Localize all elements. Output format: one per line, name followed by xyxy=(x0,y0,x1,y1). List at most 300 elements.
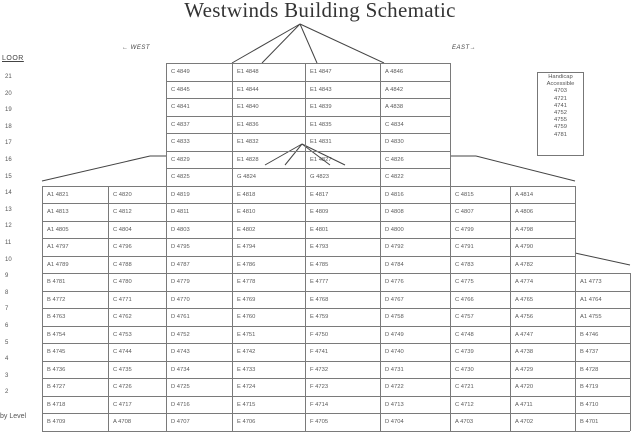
unit-cell: B 4754 xyxy=(47,331,66,338)
unit-cell: D 4800 xyxy=(385,226,404,233)
grid-line xyxy=(575,273,576,291)
grid-line xyxy=(450,203,451,221)
grid-line xyxy=(380,203,381,221)
unit-cell: A 4782 xyxy=(515,261,534,268)
grid-line xyxy=(450,81,451,99)
unit-cell: D 4752 xyxy=(171,331,190,338)
unit-cell: B 4746 xyxy=(580,331,599,338)
unit-cell: D 4819 xyxy=(171,191,190,198)
unit-cell: D 4716 xyxy=(171,401,190,408)
grid-line xyxy=(510,238,511,256)
unit-cell: D 4803 xyxy=(171,226,190,233)
unit-cell: D 4784 xyxy=(385,261,404,268)
grid-line xyxy=(232,273,233,291)
unit-cell: C 4822 xyxy=(385,174,404,180)
roof-line xyxy=(265,144,302,165)
grid-line xyxy=(42,378,630,379)
unit-cell: C 4837 xyxy=(171,121,190,128)
grid-line xyxy=(42,308,43,326)
unit-cell: C 4712 xyxy=(455,401,474,408)
unit-cell: E 4794 xyxy=(237,244,256,250)
grid-line xyxy=(232,256,233,274)
unit-cell: E 4759 xyxy=(310,314,329,320)
unit-cell: E 4768 xyxy=(310,296,329,303)
grid-line xyxy=(42,273,43,291)
unit-cell: A 4738 xyxy=(515,349,534,355)
floor-number: 18 xyxy=(5,123,12,130)
grid-line xyxy=(575,238,576,256)
unit-cell: D 4749 xyxy=(385,331,404,338)
floor-column-header: LOOR xyxy=(2,55,24,62)
unit-cell: D 4770 xyxy=(171,296,190,303)
grid-line xyxy=(380,308,381,326)
grid-line xyxy=(630,343,631,361)
grid-line xyxy=(450,238,451,256)
grid-line xyxy=(380,81,381,99)
grid-line xyxy=(510,413,511,431)
grid-line xyxy=(575,396,576,414)
floor-number: 2 xyxy=(5,389,9,396)
grid-line xyxy=(166,396,167,414)
grid-line xyxy=(108,291,109,309)
unit-cell: E 4760 xyxy=(237,314,256,320)
grid-line xyxy=(450,133,451,151)
unit-cell: C 4735 xyxy=(113,366,132,373)
roof-line xyxy=(300,24,384,63)
unit-cell: F 4732 xyxy=(310,366,329,373)
grid-line xyxy=(108,273,109,291)
grid-line xyxy=(166,168,167,186)
unit-cell: D 4776 xyxy=(385,279,404,285)
unit-cell: D 4830 xyxy=(385,139,404,145)
unit-cell: B 4772 xyxy=(47,296,66,303)
grid-line xyxy=(380,221,381,239)
grid-line xyxy=(305,151,306,169)
unit-cell: E 4786 xyxy=(237,261,256,268)
grid-line xyxy=(630,413,631,431)
unit-cell: E1 4839 xyxy=(310,104,332,110)
grid-line xyxy=(305,116,306,134)
roof-line xyxy=(476,156,575,181)
grid-line xyxy=(42,291,43,309)
floor-number: 16 xyxy=(5,157,12,163)
unit-cell: F 4750 xyxy=(310,331,329,338)
unit-cell: E1 4848 xyxy=(237,69,259,75)
grid-line xyxy=(575,291,576,309)
unit-cell: C 4717 xyxy=(113,401,132,408)
unit-cell: E 4733 xyxy=(237,366,256,373)
unit-cell: B 4727 xyxy=(47,384,66,390)
grid-line xyxy=(450,343,451,361)
grid-line xyxy=(166,308,167,326)
unit-cell: D 4758 xyxy=(385,314,404,320)
grid-line xyxy=(42,396,630,397)
unit-cell: A1 4821 xyxy=(47,191,69,198)
grid-line xyxy=(510,361,511,379)
unit-cell: D 4767 xyxy=(385,296,404,303)
grid-line xyxy=(450,273,451,291)
grid-line xyxy=(630,326,631,344)
grid-line xyxy=(108,343,109,361)
unit-cell: C 4841 xyxy=(171,104,190,110)
unit-cell: E1 4831 xyxy=(310,139,332,145)
grid-line xyxy=(166,63,450,64)
unit-cell: E1 4832 xyxy=(237,139,259,145)
handicap-legend xyxy=(537,72,584,156)
unit-cell: C 4766 xyxy=(455,296,474,303)
grid-line xyxy=(166,98,450,99)
grid-line xyxy=(380,413,381,431)
unit-cell: B 4736 xyxy=(47,366,66,373)
grid-line xyxy=(510,308,511,326)
unit-cell: A1 4755 xyxy=(580,314,602,320)
floor-number: 12 xyxy=(5,223,12,230)
handicap-unit: 4703 xyxy=(554,88,567,95)
grid-line xyxy=(630,273,631,291)
grid-line xyxy=(380,151,381,169)
grid-line xyxy=(510,221,511,239)
floor-number: 9 xyxy=(5,273,9,280)
grid-line xyxy=(166,343,167,361)
unit-cell: A 4720 xyxy=(515,384,534,390)
unit-cell: A1 4797 xyxy=(47,244,69,250)
grid-line xyxy=(575,378,576,396)
grid-line xyxy=(510,273,511,291)
grid-line xyxy=(42,343,630,344)
grid-line xyxy=(108,413,109,431)
grid-line xyxy=(450,396,451,414)
grid-line xyxy=(42,378,43,396)
grid-line xyxy=(630,361,631,379)
grid-line xyxy=(305,221,306,239)
grid-line xyxy=(305,343,306,361)
grid-line xyxy=(166,63,167,81)
unit-cell: E 4778 xyxy=(237,279,256,285)
unit-cell: A 4842 xyxy=(385,86,404,93)
unit-cell: E 4751 xyxy=(237,331,256,338)
grid-line xyxy=(510,396,511,414)
level-label: by Level xyxy=(0,413,27,420)
grid-line xyxy=(166,361,167,379)
grid-line xyxy=(305,413,306,431)
grid-line xyxy=(305,326,306,344)
unit-cell: C 4807 xyxy=(455,209,474,215)
unit-cell: C 4812 xyxy=(113,209,132,215)
unit-cell: C 4820 xyxy=(113,191,132,198)
grid-line xyxy=(305,396,306,414)
grid-line xyxy=(305,291,306,309)
grid-line xyxy=(42,361,630,362)
grid-line xyxy=(575,343,576,361)
unit-cell: B 4763 xyxy=(47,314,66,320)
unit-cell: E 4706 xyxy=(237,419,256,425)
unit-cell: E1 4840 xyxy=(237,104,259,110)
grid-line xyxy=(166,273,167,291)
unit-cell: C 4744 xyxy=(113,349,132,355)
grid-line xyxy=(232,81,233,99)
grid-line xyxy=(305,378,306,396)
floor-number: 4 xyxy=(5,356,9,363)
grid-line xyxy=(575,186,576,204)
unit-cell: A 4765 xyxy=(515,296,534,303)
grid-line xyxy=(42,238,575,239)
grid-line xyxy=(305,168,306,186)
unit-cell: D 4707 xyxy=(171,419,190,425)
grid-line xyxy=(380,116,381,134)
grid-line xyxy=(510,378,511,396)
grid-line xyxy=(166,151,167,169)
grid-line xyxy=(450,378,451,396)
grid-line xyxy=(380,186,381,204)
grid-line xyxy=(450,63,451,81)
unit-cell: E 4818 xyxy=(237,191,256,198)
grid-line xyxy=(166,133,450,134)
unit-cell: F 4705 xyxy=(310,419,329,425)
unit-cell: B 4719 xyxy=(580,384,599,390)
unit-cell: D 4713 xyxy=(385,401,404,408)
unit-cell: C 4826 xyxy=(385,156,404,163)
roof-line xyxy=(575,253,630,265)
grid-line xyxy=(305,63,306,81)
grid-line xyxy=(166,186,167,204)
grid-line xyxy=(510,326,511,344)
unit-cell: C 4753 xyxy=(113,331,132,338)
grid-line xyxy=(305,361,306,379)
grid-line xyxy=(450,413,451,431)
unit-cell: D 4779 xyxy=(171,279,190,285)
roof-line xyxy=(285,144,302,165)
grid-line xyxy=(305,273,306,291)
grid-line xyxy=(575,221,576,239)
floor-number: 5 xyxy=(5,339,9,346)
unit-cell: C 4788 xyxy=(113,261,132,268)
unit-cell: C 4804 xyxy=(113,226,132,233)
grid-line xyxy=(575,361,576,379)
grid-line xyxy=(232,186,233,204)
grid-line xyxy=(380,98,381,116)
grid-line xyxy=(305,238,306,256)
grid-line xyxy=(380,361,381,379)
roof-line xyxy=(42,156,150,181)
handicap-unit: 4721 xyxy=(554,95,567,102)
unit-cell: E1 4844 xyxy=(237,86,259,93)
unit-cell: A 4702 xyxy=(515,419,534,425)
grid-line xyxy=(575,308,576,326)
grid-line xyxy=(166,413,167,431)
grid-line xyxy=(232,98,233,116)
grid-line xyxy=(42,431,630,432)
unit-cell: E 4724 xyxy=(237,384,256,390)
grid-line xyxy=(380,238,381,256)
unit-cell: A1 4773 xyxy=(580,279,602,285)
grid-line xyxy=(166,81,167,99)
grid-line xyxy=(232,326,233,344)
roof-line xyxy=(232,24,300,63)
grid-line xyxy=(232,221,233,239)
unit-cell: C 4783 xyxy=(455,261,474,268)
handicap-unit: 4741 xyxy=(554,102,567,109)
grid-line xyxy=(42,203,575,204)
unit-cell: C 4799 xyxy=(455,226,474,233)
grid-line xyxy=(232,413,233,431)
unit-cell: A 4703 xyxy=(455,419,474,425)
grid-line xyxy=(380,63,381,81)
unit-cell: A1 4764 xyxy=(580,296,602,303)
grid-line xyxy=(232,308,233,326)
unit-cell: A1 4805 xyxy=(47,226,69,233)
grid-line xyxy=(450,168,451,186)
unit-cell: E 4809 xyxy=(310,209,329,215)
grid-line xyxy=(380,256,381,274)
grid-line xyxy=(166,221,167,239)
grid-line xyxy=(108,396,109,414)
unit-cell: D 4811 xyxy=(171,209,190,215)
unit-cell: B 4709 xyxy=(47,419,66,425)
unit-cell: C 4796 xyxy=(113,244,132,250)
unit-cell: F 4714 xyxy=(310,401,329,408)
unit-cell: F 4723 xyxy=(310,384,329,390)
grid-line xyxy=(450,186,451,204)
grid-line xyxy=(108,221,109,239)
grid-line xyxy=(450,256,451,274)
grid-line xyxy=(42,238,43,256)
grid-line xyxy=(380,326,381,344)
unit-cell: D 4731 xyxy=(385,366,404,373)
handicap-unit: 4755 xyxy=(554,117,567,124)
unit-cell: D 4792 xyxy=(385,244,404,250)
floor-number: 21 xyxy=(5,74,12,80)
grid-line xyxy=(630,396,631,414)
unit-cell: E1 4835 xyxy=(310,121,332,128)
grid-line xyxy=(42,186,43,204)
unit-cell: D 4795 xyxy=(171,244,190,250)
unit-cell: B 4710 xyxy=(580,401,599,408)
grid-line xyxy=(510,291,511,309)
floor-number: 14 xyxy=(5,190,12,197)
grid-line xyxy=(510,256,511,274)
unit-cell: C 4834 xyxy=(385,121,404,128)
unit-cell: A 4729 xyxy=(515,366,534,373)
grid-line xyxy=(166,326,167,344)
grid-line xyxy=(166,291,167,309)
grid-line xyxy=(108,238,109,256)
grid-line xyxy=(42,413,630,414)
grid-line xyxy=(450,291,451,309)
unit-cell: C 4771 xyxy=(113,296,132,303)
grid-line xyxy=(166,168,450,169)
grid-line xyxy=(42,326,630,327)
unit-cell: C 4815 xyxy=(455,191,474,198)
unit-cell: C 4721 xyxy=(455,384,474,390)
unit-cell: E1 4827 xyxy=(310,156,332,163)
unit-cell: A 4838 xyxy=(385,104,404,110)
unit-cell: D 4704 xyxy=(385,419,404,425)
grid-line xyxy=(305,133,306,151)
grid-line xyxy=(42,186,575,187)
unit-cell: B 4718 xyxy=(47,401,66,408)
grid-line xyxy=(305,98,306,116)
grid-line xyxy=(630,291,631,309)
grid-line xyxy=(108,203,109,221)
grid-line xyxy=(305,81,306,99)
grid-line xyxy=(166,256,167,274)
unit-cell: D 4808 xyxy=(385,209,404,215)
grid-line xyxy=(232,116,233,134)
floor-number: 13 xyxy=(5,206,12,213)
unit-cell: C 4730 xyxy=(455,366,474,373)
grid-line xyxy=(232,238,233,256)
floor-number: 3 xyxy=(5,372,9,379)
grid-line xyxy=(232,343,233,361)
unit-cell: A 4846 xyxy=(385,69,404,75)
unit-cell: C 4726 xyxy=(113,384,132,390)
grid-line xyxy=(166,203,167,221)
unit-cell: E 4769 xyxy=(237,296,256,303)
unit-cell: E1 4843 xyxy=(310,86,332,93)
grid-line xyxy=(450,98,451,116)
grid-line xyxy=(42,256,575,257)
unit-cell: E 4742 xyxy=(237,349,256,355)
unit-cell: A 4747 xyxy=(515,331,534,338)
unit-cell: B 4737 xyxy=(580,349,599,355)
grid-line xyxy=(450,221,451,239)
roof-line xyxy=(262,24,300,63)
handicap-unit: 4759 xyxy=(554,124,567,131)
grid-line xyxy=(510,343,511,361)
unit-cell: E 4817 xyxy=(310,191,329,198)
roof-line xyxy=(300,24,317,63)
floor-number: 20 xyxy=(5,90,12,97)
unit-cell: E 4793 xyxy=(310,244,329,250)
unit-cell: E1 4836 xyxy=(237,121,259,128)
grid-line xyxy=(166,151,450,152)
grid-line xyxy=(630,378,631,396)
grid-line xyxy=(108,308,109,326)
unit-cell: A1 4789 xyxy=(47,261,69,268)
unit-cell: E 4810 xyxy=(237,209,256,215)
handicap-unit-list xyxy=(538,88,583,138)
grid-line xyxy=(380,378,381,396)
unit-cell: B 4745 xyxy=(47,349,66,355)
grid-line xyxy=(108,256,109,274)
grid-line xyxy=(42,326,43,344)
grid-line xyxy=(232,378,233,396)
floor-number: 8 xyxy=(5,289,9,296)
unit-cell: C 4780 xyxy=(113,279,132,285)
grid-line xyxy=(232,63,233,81)
unit-cell: C 4739 xyxy=(455,349,474,355)
unit-cell: D 4740 xyxy=(385,349,404,355)
unit-cell: C 4775 xyxy=(455,279,474,285)
grid-line xyxy=(232,151,233,169)
floor-number: 15 xyxy=(5,173,12,180)
grid-line xyxy=(166,98,167,116)
unit-cell: A 4774 xyxy=(515,279,534,285)
unit-cell: D 4761 xyxy=(171,314,190,320)
grid-line xyxy=(450,361,451,379)
grid-line xyxy=(42,203,43,221)
handicap-legend-title: Handicap Accessible xyxy=(546,74,575,88)
grid-line xyxy=(166,81,450,82)
unit-cell: A 4708 xyxy=(113,419,132,425)
unit-cell: C 4849 xyxy=(171,69,190,75)
grid-line xyxy=(42,361,43,379)
grid-line xyxy=(232,168,233,186)
grid-line xyxy=(380,133,381,151)
floor-number: 10 xyxy=(5,256,12,263)
grid-line xyxy=(166,378,167,396)
grid-line xyxy=(380,343,381,361)
